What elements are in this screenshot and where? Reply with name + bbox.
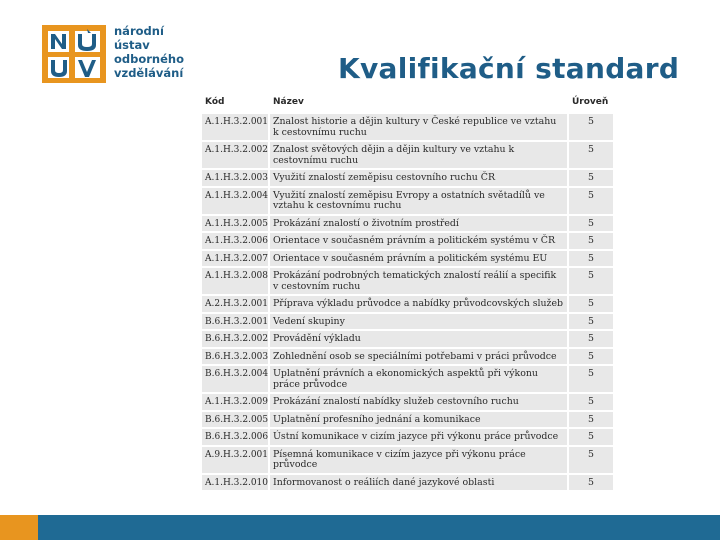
table-row — [202, 394, 613, 410]
cell-code: A.1.H.3.2.006 — [202, 233, 268, 249]
logo-line: ústav — [114, 38, 150, 52]
cell-level: 5 — [569, 412, 613, 428]
cell-name: Znalost světových dějin a dějin kultury ve vztahu k cestovnímu ruchu — [270, 142, 567, 168]
cell-code: B.6.H.3.2.005 — [202, 412, 268, 428]
table-row — [202, 170, 613, 186]
logo-line: vzdělávání — [114, 66, 184, 80]
table-row — [202, 296, 613, 312]
table-row — [202, 233, 613, 249]
slide-title: Kvalifikační standard — [338, 52, 680, 85]
cell-code: A.1.H.3.2.010 — [202, 475, 268, 491]
cell-code: A.1.H.3.2.005 — [202, 216, 268, 232]
cell-code: A.1.H.3.2.002 — [202, 142, 268, 168]
cell-code: A.1.H.3.2.001 — [202, 114, 268, 140]
cell-code: A.9.H.3.2.001 — [202, 447, 268, 473]
table-row — [202, 114, 613, 140]
cell-name: Vedení skupiny — [270, 314, 567, 330]
cell-level: 5 — [569, 331, 613, 347]
logo-text — [114, 24, 194, 80]
table-row — [202, 142, 613, 168]
cell-code: B.6.H.3.2.001 — [202, 314, 268, 330]
cell-code: A.1.H.3.2.008 — [202, 268, 268, 294]
cell-level: 5 — [569, 268, 613, 294]
header-level: Úroveň — [569, 95, 613, 112]
table-row — [202, 447, 613, 473]
table-row — [202, 412, 613, 428]
cell-name: Využití znalostí zeměpisu cestovního ruchu ČR — [270, 170, 567, 186]
cell-name: Zohlednění osob se speciálními potřebami v práci průvodce — [270, 349, 567, 365]
cell-code: A.1.H.3.2.003 — [202, 170, 268, 186]
cell-code: B.6.H.3.2.006 — [202, 429, 268, 445]
cell-level: 5 — [569, 251, 613, 267]
cell-name: Uplatnění profesního jednání a komunikace — [270, 412, 567, 428]
header-name: Název — [270, 95, 567, 112]
table-body — [202, 114, 613, 490]
table-row — [202, 429, 613, 445]
cell-name: Prokázání znalostí nabídky služeb cestovního ruchu — [270, 394, 567, 410]
cell-level: 5 — [569, 366, 613, 392]
cell-name: Orientace v současném právním a politickém systému EU — [270, 251, 567, 267]
logo-line: národní — [114, 24, 164, 38]
cell-code: A.1.H.3.2.007 — [202, 251, 268, 267]
cell-level: 5 — [569, 447, 613, 473]
cell-code: A.1.H.3.2.009 — [202, 394, 268, 410]
cell-name: Ústní komunikace v cizím jazyce při výkonu práce průvodce — [270, 429, 567, 445]
cell-level: 5 — [569, 429, 613, 445]
footer-bar — [0, 515, 720, 540]
table-row — [202, 331, 613, 347]
cell-name: Písemná komunikace v cizím jazyce při výkonu práce průvodce — [270, 447, 567, 473]
cell-level: 5 — [569, 296, 613, 312]
cell-level: 5 — [569, 142, 613, 168]
cell-name: Prokázání podrobných tematických znalostí reálií a specifik v cestovním ruchu — [270, 268, 567, 294]
table-row — [202, 314, 613, 330]
footer-accent — [0, 515, 38, 540]
cell-name: Znalost historie a dějin kultury v České republice ve vztahu k cestovnímu ruchu — [270, 114, 567, 140]
cell-name: Využití znalostí zeměpisu Evropy a ostatních světadílů ve vztahu k cestovnímu ruchu — [270, 188, 567, 214]
cell-code: A.2.H.3.2.001 — [202, 296, 268, 312]
cell-code: B.6.H.3.2.002 — [202, 331, 268, 347]
cell-name: Prokázání znalostí o životním prostředí — [270, 216, 567, 232]
table-row — [202, 188, 613, 214]
cell-level: 5 — [569, 114, 613, 140]
table-row — [202, 366, 613, 392]
cell-name: Provádění výkladu — [270, 331, 567, 347]
nuov-logo-icon — [41, 24, 107, 84]
cell-level: 5 — [569, 216, 613, 232]
header-code: Kód — [202, 95, 268, 112]
table-row — [202, 251, 613, 267]
cell-code: B.6.H.3.2.004 — [202, 366, 268, 392]
cell-level: 5 — [569, 188, 613, 214]
cell-level: 5 — [569, 394, 613, 410]
cell-name: Uplatnění právních a ekonomických aspektů při výkonu práce průvodce — [270, 366, 567, 392]
cell-level: 5 — [569, 314, 613, 330]
cell-code: A.1.H.3.2.004 — [202, 188, 268, 214]
standards-table — [200, 93, 615, 492]
cell-level: 5 — [569, 475, 613, 491]
logo-line: odborného — [114, 52, 185, 66]
table-row — [202, 475, 613, 491]
table-row — [202, 349, 613, 365]
table-header-row — [202, 95, 613, 112]
standards-table-container — [202, 93, 613, 492]
cell-level: 5 — [569, 349, 613, 365]
cell-code: B.6.H.3.2.003 — [202, 349, 268, 365]
table-row — [202, 216, 613, 232]
cell-name: Informovanost o reáliích dané jazykové oblasti — [270, 475, 567, 491]
cell-level: 5 — [569, 233, 613, 249]
cell-name: Příprava výkladu průvodce a nabídky průvodcovských služeb — [270, 296, 567, 312]
cell-level: 5 — [569, 170, 613, 186]
cell-name: Orientace v současném právním a politickém systému v ČR — [270, 233, 567, 249]
table-row — [202, 268, 613, 294]
